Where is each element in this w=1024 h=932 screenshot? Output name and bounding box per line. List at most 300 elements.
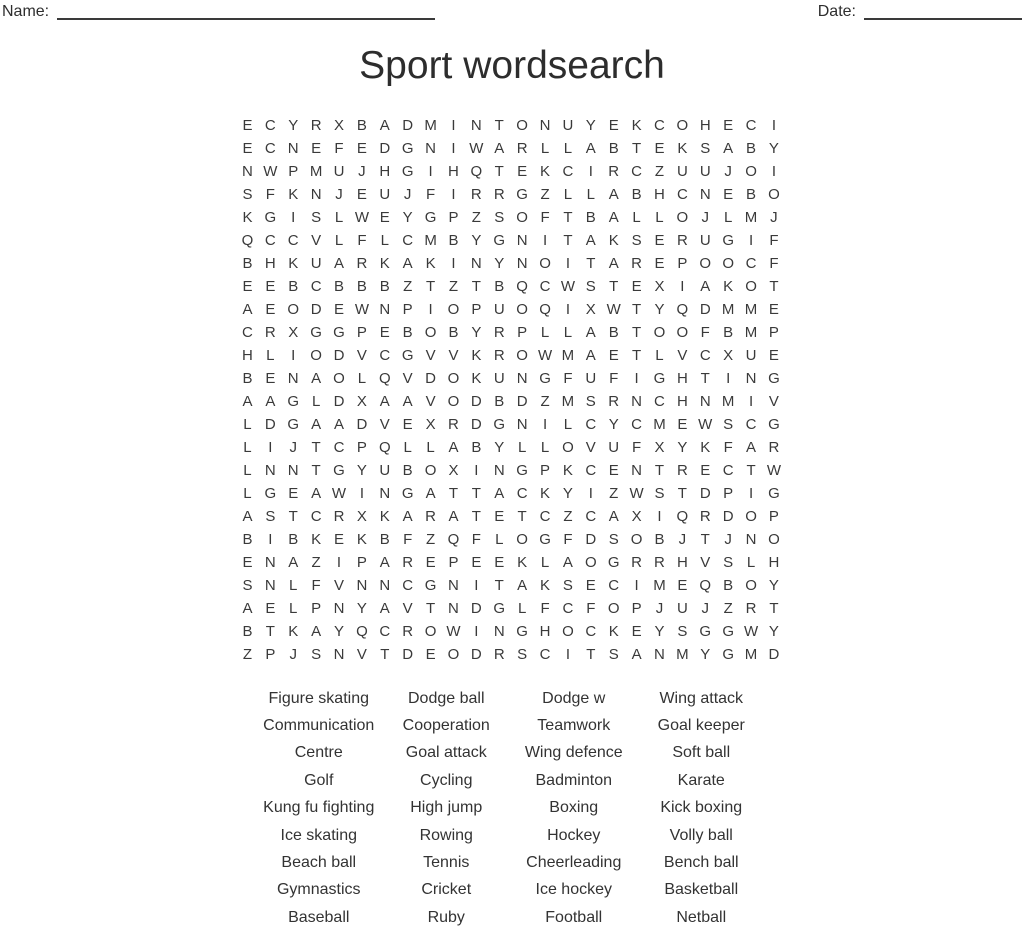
grid-cell: A [494,485,505,502]
grid-cell: D [402,117,414,134]
grid-cell: G [493,416,506,433]
grid-cell: L [289,577,298,594]
grid-cell: S [631,232,642,249]
grid-cell: A [585,232,596,249]
grid-cell: B [494,278,505,295]
word-item: Cycling [420,771,473,789]
grid-cell: K [517,554,528,571]
grid-cell: X [448,462,459,479]
grid-cell: N [356,577,368,594]
grid-cell: C [631,163,642,180]
grid-cell: G [493,600,506,617]
grid-cell: B [585,209,596,226]
grid-cell: X [356,508,367,525]
grid-cell: F [769,232,779,249]
grid-cell: Y [356,600,367,617]
grid-cell: O [676,324,689,341]
grid-cell: J [724,531,732,548]
grid-row [236,367,785,390]
grid-cell: A [265,393,276,410]
grid-cell: F [609,370,619,387]
grid-cell: O [516,301,528,318]
word-item: Communication [263,717,375,735]
grid-cell: H [379,163,391,180]
grid-cell: Q [241,232,254,249]
grid-cell: O [768,531,780,548]
grid-cell: C [585,623,597,640]
grid-cell: A [700,278,711,295]
grid-cell: N [333,600,345,617]
grid-cell: O [676,117,689,134]
grid-cell: R [425,508,436,525]
grid-cell: N [631,393,642,410]
grid-cell: G [653,370,666,387]
grid-cell: E [723,117,734,134]
grid-cell: A [242,508,253,525]
grid-cell: A [631,646,642,663]
grid-cell: S [517,646,528,663]
grid-cell: U [379,186,391,203]
grid-cell: E [242,140,253,157]
grid-cell: D [585,531,597,548]
grid-cell: I [748,393,754,410]
grid-cell: B [746,186,757,203]
grid-cell: C [516,485,528,502]
grid-cell: W [331,485,347,502]
grid-row [236,275,785,298]
grid-cell: E [585,577,596,594]
grid-cell: Z [403,278,413,295]
grid-cell: U [745,347,757,364]
grid-cell: B [723,577,734,594]
grid-cell: M [744,324,758,341]
word-item: Badminton [535,771,612,789]
grid-cell: A [585,347,596,364]
grid-cell: A [379,393,390,410]
grid-cell: C [699,347,711,364]
grid-cell: K [677,140,688,157]
grid-cell: B [494,393,505,410]
grid-cell: V [448,347,459,364]
grid-cell: P [448,554,459,571]
grid-cell: N [654,646,665,663]
grid-cell: Q [378,370,391,387]
grid-cell: O [424,462,437,479]
grid-cell: Y [768,140,779,157]
grid-cell: Z [563,508,573,525]
grid-cell: H [448,163,459,180]
grid-cell: C [562,600,574,617]
grid-cell: L [495,531,504,548]
grid-cell: S [311,209,322,226]
grid-cell: D [699,301,711,318]
grid-cell: X [654,278,665,295]
grid-cell: E [700,462,711,479]
grid-cell: S [242,577,253,594]
grid-cell: Z [540,393,550,410]
grid-cell: Q [470,163,483,180]
grid-cell: P [471,301,482,318]
grid-cell: I [771,163,777,180]
grid-cell: K [379,255,390,272]
word-item: Wing defence [524,744,623,762]
grid-cell: E [334,301,345,318]
grid-cell: T [632,347,642,364]
grid-cell: S [608,531,619,548]
grid-cell: T [265,623,275,640]
grid-cell: J [701,209,709,226]
grid-cell: N [379,577,391,594]
grid-cell: A [517,577,528,594]
grid-cell: I [657,508,662,525]
grid-cell: D [333,393,345,410]
grid-cell: V [334,577,345,594]
grid-cell: B [356,278,367,295]
grid-cell: C [654,117,665,134]
grid-cell: Z [471,209,481,226]
grid-cell: R [470,186,482,203]
grid-cell: F [769,255,779,272]
grid-cell: K [311,531,322,548]
grid-cell: T [471,278,481,295]
grid-cell: R [676,232,688,249]
grid-cell: W [606,301,621,318]
word-item: Wing attack [659,689,744,707]
grid-cell: N [516,416,528,433]
grid-cell: G [768,370,780,387]
grid-cell: B [402,462,413,479]
grid-cell: K [723,278,734,295]
grid-cell: T [494,577,504,594]
grid-cell: O [447,301,460,318]
grid-cell: F [311,577,321,594]
grid-cell: K [471,370,482,387]
grid-cell: L [311,393,321,410]
grid-cell: Y [700,646,711,663]
grid-cell: P [402,301,413,318]
grid-cell: W [766,462,782,479]
grid-cell: P [356,554,367,571]
grid-cell: E [608,347,619,364]
grid-cell: A [311,416,322,433]
grid-cell: Q [676,508,689,525]
grid-cell: P [265,646,276,663]
grid-cell: M [744,209,758,226]
grid-cell: R [631,255,642,272]
grid-cell: A [288,554,299,571]
grid-cell: L [403,439,412,456]
grid-cell: O [745,508,757,525]
grid-cell: W [446,623,461,640]
grid-cell: E [471,554,482,571]
grid-cell: N [264,462,276,479]
grid-cell: U [676,163,688,180]
grid-cell: L [563,140,573,157]
grid-cell: A [334,416,345,433]
grid-cell: R [699,508,711,525]
word-list [255,685,765,932]
grid-cell: E [242,278,253,295]
grid-cell: S [677,623,688,640]
grid-cell: S [562,577,573,594]
word-item: Ruby [427,908,465,926]
grid-row [236,137,785,160]
grid-cell: W [354,209,369,226]
grid-cell: C [264,140,276,157]
grid-cell: B [288,278,299,295]
grid-cell: G [401,140,414,157]
grid-cell: J [724,163,732,180]
grid-cell: F [586,600,596,617]
grid-cell: C [310,508,322,525]
word-item: Ice hockey [535,881,612,899]
grid-cell: E [265,600,276,617]
grid-row [236,528,785,551]
grid-cell: Z [311,554,321,571]
grid-cell: B [242,531,253,548]
grid-cell: L [357,370,367,387]
grid-cell: G [722,623,734,640]
grid-cell: J [289,439,297,456]
grid-cell: R [676,462,688,479]
grid-row [236,114,785,137]
grid-cell: U [585,370,597,387]
grid-cell: B [723,324,734,341]
grid-cell: R [402,623,414,640]
grid-cell: I [634,577,639,594]
grid-cell: C [264,117,276,134]
grid-cell: R [310,117,322,134]
grid-cell: U [379,462,391,479]
grid-cell: F [563,370,573,387]
grid-cell: D [333,347,345,364]
grid-cell: S [311,646,322,663]
grid-row [236,344,785,367]
grid-cell: Y [494,439,505,456]
word-item: Goal attack [405,744,487,762]
grid-cell: O [516,209,528,226]
grid-cell: K [356,531,367,548]
grid-cell: L [289,600,298,617]
grid-cell: G [264,485,277,502]
grid-cell: T [769,278,779,295]
grid-cell: E [677,416,688,433]
grid-cell: F [471,531,481,548]
grid-cell: D [768,646,780,663]
grid-cell: A [334,255,345,272]
grid-cell: L [746,554,756,571]
grid-row [236,505,785,528]
grid-cell: G [401,485,414,502]
word-item: Baseball [288,908,350,926]
grid-cell: E [494,508,505,525]
grid-cell: A [562,554,573,571]
grid-cell: C [722,462,734,479]
grid-cell: Q [516,278,528,295]
grid-cell: H [676,370,688,387]
grid-cell: Y [768,577,779,594]
grid-cell: A [608,508,619,525]
grid-cell: G [516,623,528,640]
grid-cell: P [768,324,779,341]
grid-cell: K [425,255,436,272]
grid-cell: N [448,577,459,594]
grid-cell: L [334,232,344,249]
grid-cell: E [425,554,436,571]
grid-row [236,459,785,482]
grid-cell: K [608,623,619,640]
grid-cell: H [242,347,253,364]
grid-row [236,183,785,206]
grid-cell: L [655,209,664,226]
grid-cell: E [402,416,413,433]
grid-cell: B [242,255,253,272]
grid-cell: F [723,439,733,456]
word-item: Kung fu fighting [263,799,375,817]
grid-cell: R [333,508,345,525]
grid-cell: I [542,416,548,433]
grid-cell: Q [676,301,689,318]
grid-cell: O [539,255,551,272]
grid-cell: T [448,485,459,502]
grid-cell: K [288,623,299,640]
grid-cell: Z [654,163,665,180]
grid-cell: C [539,508,551,525]
grid-cell: C [654,393,665,410]
grid-cell: T [311,462,321,479]
grid-cell: B [242,370,253,387]
grid-cell: X [288,324,299,341]
grid-cell: F [540,600,550,617]
grid-cell: U [562,117,574,134]
word-item: Teamwork [537,717,611,735]
grid-cell: S [723,554,734,571]
grid-cell: K [631,117,642,134]
grid-cell: V [700,554,711,571]
grid-cell: O [722,255,734,272]
grid-cell: M [744,301,758,318]
grid-cell: F [357,232,367,249]
grid-cell: E [425,646,436,663]
grid-cell: A [608,255,619,272]
grid-cell: Z [425,531,436,548]
grid-cell: N [448,600,459,617]
grid-cell: Q [699,577,712,594]
grid-row [236,390,785,413]
grid-cell: I [336,554,342,571]
grid-cell: U [310,255,322,272]
grid-cell: I [451,186,456,203]
grid-cell: H [539,623,551,640]
grid-cell: O [607,600,620,617]
grid-cell: O [447,646,460,663]
grid-cell: E [379,209,390,226]
grid-cell: M [676,646,689,663]
grid-cell: A [746,439,757,456]
grid-cell: C [585,462,597,479]
grid-cell: I [474,462,479,479]
grid-cell: R [448,416,459,433]
grid-cell: P [631,600,642,617]
grid-cell: D [699,485,711,502]
word-item: Gymnastics [276,881,361,899]
grid-cell: I [748,232,754,249]
grid-cell: K [540,577,551,594]
name-field [2,3,435,20]
grid-cell: B [334,278,345,295]
name-blank-line [57,5,435,20]
grid-cell: E [654,232,665,249]
grid-cell: V [677,347,688,364]
grid-cell: O [516,347,528,364]
grid-cell: I [451,117,456,134]
word-item: Dodge w [542,689,606,707]
grid-cell: N [470,255,482,272]
grid-cell: W [537,347,553,364]
word-item: Goal keeper [657,717,745,735]
grid-cell: C [539,278,551,295]
word-item: Cricket [421,881,472,899]
word-item: Volly ball [669,826,733,844]
grid-cell: Z [723,600,733,617]
grid-cell: E [517,163,528,180]
grid-row [236,620,785,643]
grid-cell: A [723,140,734,157]
grid-cell: Z [609,485,619,502]
word-item: Rowing [419,826,473,844]
grid-cell: M [653,416,666,433]
word-item: Karate [677,771,725,789]
word-item: Soft ball [672,744,731,762]
grid-cell: G [607,554,620,571]
grid-cell: N [699,393,711,410]
grid-cell: C [585,508,597,525]
grid-row [236,321,785,344]
grid-cell: U [493,301,505,318]
grid-cell: U [333,163,345,180]
grid-cell: I [451,255,456,272]
grid-cell: L [540,140,550,157]
grid-cell: K [540,485,551,502]
grid-cell: G [768,416,780,433]
grid-cell: L [266,347,275,364]
grid-cell: S [654,485,665,502]
grid-cell: R [493,324,505,341]
grid-row [236,229,785,252]
grid-cell: I [771,117,777,134]
grid-row [236,574,785,597]
grid-cell: C [242,324,253,341]
word-item: Centre [294,744,343,762]
grid-cell: G [768,485,780,502]
grid-cell: L [632,209,641,226]
grid-cell: C [585,416,597,433]
grid-cell: D [470,416,482,433]
grid-cell: R [264,324,276,341]
grid-cell: S [723,416,734,433]
grid-cell: C [379,623,391,640]
grid-cell: R [493,347,505,364]
grid-cell: D [310,301,322,318]
grid-cell: N [745,531,757,548]
grid-cell: Y [334,623,345,640]
grid-cell: O [768,186,780,203]
grid-cell: R [631,554,642,571]
grid-cell: E [379,324,390,341]
grid-cell: L [243,416,252,433]
grid-cell: F [632,439,642,456]
grid-cell: A [311,623,322,640]
